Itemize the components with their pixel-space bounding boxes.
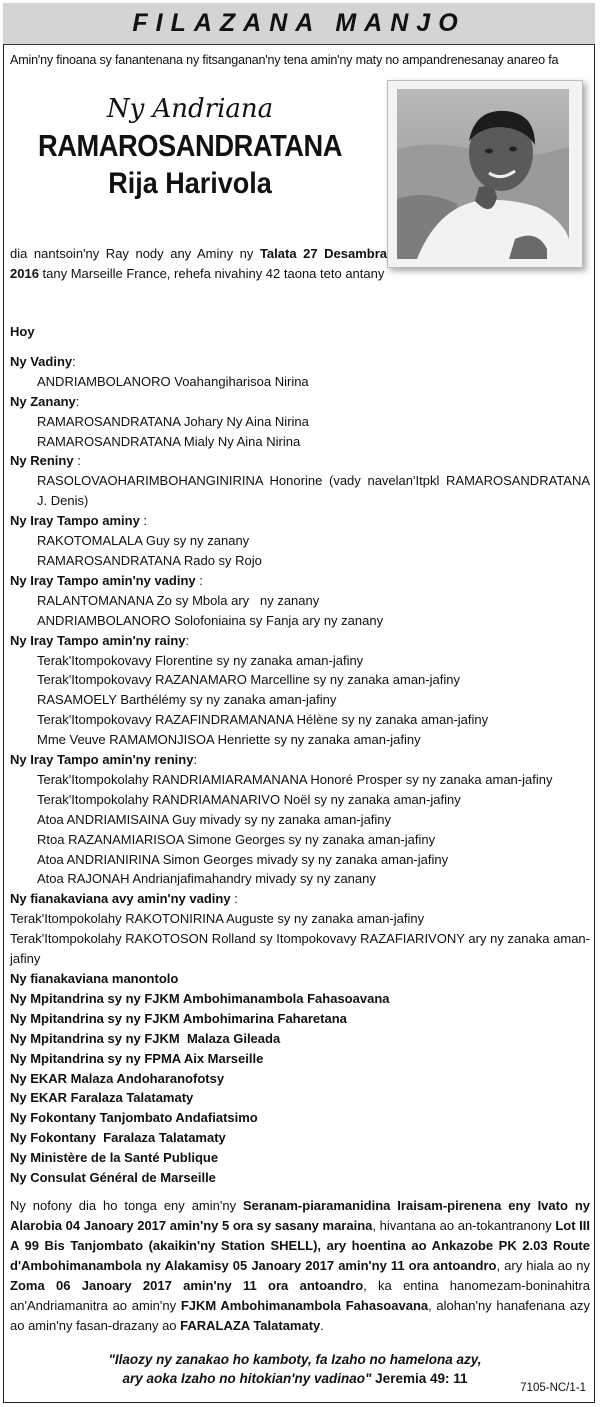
group-item: Ny EKAR Faralaza Talatamaty (10, 1090, 194, 1106)
group-item: Ny Mpitandrina sy ny FPMA Aix Marseille (10, 1050, 264, 1066)
family-label: Ny Zanany (10, 393, 76, 409)
given-names: Rija Harivola (108, 167, 272, 200)
list-item: RAMAROSANDRATANA Johary Ny Aina Nirina (37, 413, 309, 429)
list-item: Atoa RAJONAH Andrianjafimahandry mivady sy ny zanany (37, 871, 376, 887)
family-list: Hoy Ny Vadiny: ANDRIAMBOLANORO Voahangiharisoa Nirina Ny Zanany: RAMAROSANDRATANA Johary Ny Aina Nirina RAMAROSANDRATANA Mialy Ny Aina Nirina Ny Reniny : RASOLOVAOHARIMBOHANGINIRINA Honorine (vady navelan'Itpkl RAMAROSANDRATANA J. Denis) Ny Iray Tampo aminy : RAKOTOMALALA Guy sy ny zanany RAMAROSANDRATANA Rado sy Rojo Ny Iray Tampo amin'ny vadiny : RALANTOMANANA Zo sy Mbola ary ny zanany ANDRIAMBOLANORO Solofoniaina sy Fanja ary ny zanany Ny Iray Tampo amin'ny rainy: Terak'Itompokovavy Florentine sy ny zanaka aman-jafiny Terak'Itompokovavy RAZANAMARO Marcelline sy ny zanaka aman-jafiny RASAMOELY Barthélémy sy ny zanaka aman-jafiny Terak'Itompokovavy RAZAFINDRAMANANA Hélène sy ny zanaka aman-jafiny Mme Veuve RAMAMONJISOA Henriette sy ny zanaka aman-jafiny Ny Iray Tampo amin'ny reniny: Terak'Itompokolahy RANDRIAMIARAMANANA Honoré Prosper sy ny zanaka aman-jafiny Terak'Itompokolahy RANDRIAMANARIVO Noël sy ny zanaka aman-jafiny Atoa ANDRIAMISAINA Guy mivady sy ny zanaka aman-jafiny Rtoa RAZANAMIARISOA Simone Georges sy ny zanaka aman-jafiny Atoa ANDRIANIRINA Simon Georges mivady sy ny zanaka aman-jafiny Atoa RAJONAH Andrianjafimahandry mivady sy ny zanany Ny fianakaviana avy amin'ny vadiny : Terak'Itompokolahy RAKOTONIRINA Auguste sy ny zanaka aman-jafiny Terak'Itompokolahy RAKOTOSON Rolland sy Itompokovavy RAZAFIARIVONY ary ny zanaka aman-jafiny Ny fianakaviana manontolo Ny Mpitandrina sy ny FJKM Ambohimanambola Fahasoavana Ny Mpitandrina sy ny FJKM Ambohimarina Faharetana Ny Mpitandrina sy ny FJKM Malaza Gileada Ny Mpitandrina sy ny FPMA Aix Marseille Ny EKAR Malaza Andoharanofotsy Ny EKAR Faralaza Talatamaty Ny Fokontany Tanjombato Andafiatsimo Ny Fokontany Faralaza Talatamaty Ny Ministère de la Santé Publique Ny Consulat Général de Marseille (10, 322, 590, 1188)
list-item: RASAMOELY Barthélémy sy ny zanaka aman-jafiny (37, 692, 337, 708)
list-item: RAMAROSANDRATANA Mialy Ny Aina Nirina (37, 433, 301, 449)
list-item: Terak'Itompokovavy Florentine sy ny zanaka aman-jafiny (37, 652, 364, 668)
family-label: Ny Iray Tampo amin'ny vadiny (10, 572, 196, 588)
group-item: Ny Ministère de la Santé Publique (10, 1150, 219, 1166)
list-item: Terak'Itompokovavy RAZAFINDRAMANANA Hélène sy ny zanaka aman-jafiny (37, 712, 489, 728)
group-item: Ny Mpitandrina sy ny FJKM Malaza Gileada (10, 1030, 281, 1046)
list-item: Atoa ANDRIAMISAINA Guy mivady sy ny zanaka aman-jafiny (37, 811, 392, 827)
list-item: Rtoa RAZANAMIARISOA Simone Georges sy ny zanaka aman-jafiny (37, 831, 436, 847)
quote-reference: Jeremia 49: 11 (371, 1371, 468, 1386)
family-label: Ny Vadiny (10, 353, 73, 369)
group-item: Ny fianakaviana manontolo (10, 971, 179, 986)
portrait-frame (387, 80, 583, 268)
list-item: RASOLOVAOHARIMBOHANGINIRINA Honorine (vady navelan'Itpkl RAMAROSANDRATANA J. Denis) (37, 473, 590, 509)
family-label: Ny Iray Tampo amin'ny rainy (10, 632, 186, 648)
header-bar (3, 3, 595, 45)
list-item: RALANTOMANANA Zo sy Mbola ary ny zanany (37, 592, 320, 608)
list-item: Terak'Itompokolahy RAKOTOSON Rolland sy Itompokovavy RAZAFIARIVONY ary ny zanaka aman-jafiny (10, 931, 590, 967)
list-item: Terak'Itompokolahy RAKOTONIRINA Auguste sy ny zanaka aman-jafiny (10, 911, 425, 927)
list-item: ANDRIAMBOLANORO Solofoniaina sy Fanja ary ny zanany (37, 612, 384, 628)
family-label: Ny fianakaviana avy amin'ny vadiny (10, 891, 231, 907)
family-label: Ny Iray Tampo aminy (10, 513, 140, 529)
list-item: Terak'Itompokolahy RANDRIAMIARAMANANA Honoré Prosper sy ny zanaka aman-jafiny (37, 771, 553, 787)
family-label: Ny Reniny (10, 453, 74, 469)
deceased-name-block (10, 92, 370, 202)
list-item: Terak'Itompokovavy RAZANAMARO Marcelline sy ny zanaka aman-jafiny (37, 672, 460, 688)
family-label: Ny Iray Tampo amin'ny reniny (10, 752, 194, 768)
portrait-photo-icon (397, 89, 569, 259)
group-item: Ny EKAR Malaza Andoharanofotsy (10, 1070, 225, 1086)
group-item: Ny Fokontany Tanjombato Andafiatsimo (10, 1110, 258, 1126)
quote-line-1: "Ilaozy ny zanakao ho kamboty, fa Izaho no hamelona azy, (108, 1352, 482, 1367)
bible-quote (60, 1350, 530, 1388)
surname: RAMAROSANDRATANA (37, 128, 343, 163)
death-announcement: dia nantsoin'ny Ray nody any Aminy ny Talata 27 Desambra 2016 tany Marseille France, rehefa nivahiny 42 taona teto antany (10, 246, 387, 281)
name-prefix: Ny Andriana (106, 94, 274, 124)
funeral-details: Ny nofony dia ho tonga eny amin'ny Seranam-piaramanidina Iraisam-pirenena eny Ivato ny Alarobia 04 Janoary 2017 amin'ny 5 ora sy sasany maraina, hivantana ao an-tokantranony Lot III A 99 Bis Tanjombato (akaikin'ny Station SHELL), ary hoentina ao Ankazobe PK 2.03 Route d'Ambohimanambola ny Alakamisy 05 Janoary 2017 amin'ny 11 ora antoandro, ary hiala ao ny Zoma 06 Janoary 2017 amin'ny 11 ora antoandro, ka entina hanomezam-boninahitra an'Andriamanitra ao amin'ny FJKM Ambohimanambola Fahasoavana, alohan'ny hanafenana azy ao amin'ny fasan-drazany ao FARALAZA Talatamaty. (10, 1198, 591, 1333)
list-item: Atoa ANDRIANIRINA Simon Georges mivady sy ny zanaka aman-jafiny (37, 851, 449, 867)
group-item: Ny Mpitandrina sy ny FJKM Ambohimarina Faharetana (10, 1010, 347, 1026)
reference-code: 7105-NC/1-1 (520, 1382, 586, 1394)
hoy-label: Hoy (10, 324, 35, 339)
death-date: Talata 27 Desambra 2016 (10, 246, 387, 281)
spacer (10, 342, 590, 352)
group-item: Ny Consulat Général de Marseille (10, 1170, 216, 1186)
notice-title: FILAZANA MANJO (132, 9, 466, 37)
list-item: Mme Veuve RAMAMONJISOA Henriette sy ny zanaka aman-jafiny (37, 732, 421, 748)
list-item: RAMAROSANDRATANA Rado sy Rojo (37, 552, 262, 568)
list-item: ANDRIAMBOLANORO Voahangiharisoa Nirina (37, 373, 309, 389)
list-item: RAKOTOMALALA Guy sy ny zanany (37, 533, 250, 549)
group-item: Ny Mpitandrina sy ny FJKM Ambohimanambola Fahasoavana (10, 990, 390, 1006)
list-item: Terak'Itompokolahy RANDRIAMANARIVO Noël sy ny zanaka aman-jafiny (37, 791, 461, 807)
intro-text: Amin'ny finoana sy fanantenana ny fitsanganan'ny tena amin'ny maty no ampandrenesanay anareo fa (10, 53, 559, 67)
quote-line-2: ary aoka Izaho no hitokian'ny vadinao" (122, 1371, 372, 1386)
group-item: Ny Fokontany Faralaza Talatamaty (10, 1130, 226, 1146)
